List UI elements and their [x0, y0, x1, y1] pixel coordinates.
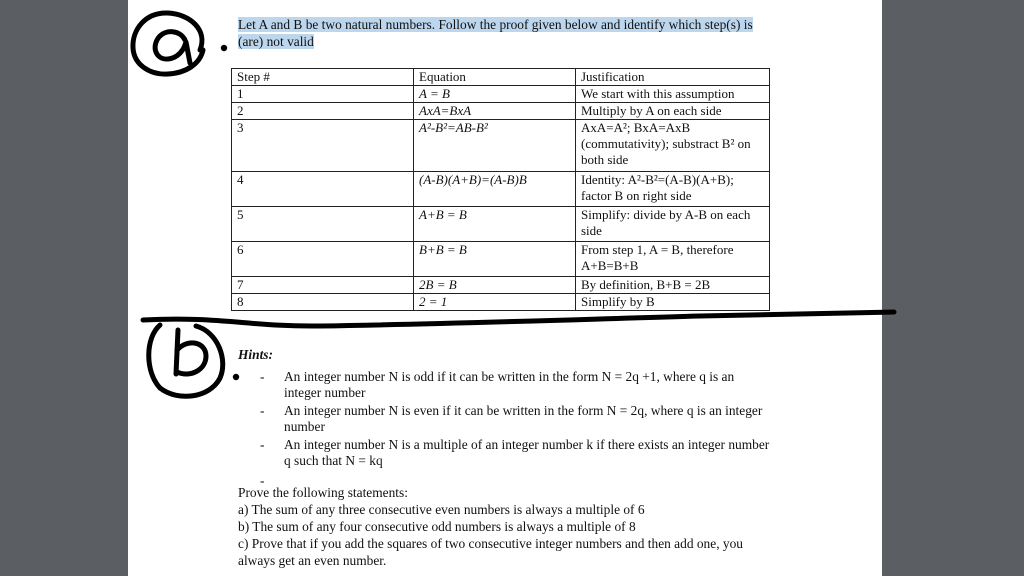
- prove-heading: Prove the following statements:: [238, 485, 408, 500]
- step-justification: Identity: A²-B²=(A-B)(A+B); factor B on right side: [576, 172, 770, 207]
- circled-b-annotation: [149, 325, 223, 396]
- header-justification: Justification: [576, 69, 770, 86]
- step-number: 6: [232, 242, 414, 277]
- step-number: 4: [232, 172, 414, 207]
- step-justification: Multiply by A on each side: [576, 103, 770, 120]
- step-justification: By definition, B+B = 2B: [576, 277, 770, 294]
- header-equation: Equation: [414, 69, 576, 86]
- step-number: 8: [232, 294, 414, 311]
- step-number: 5: [232, 207, 414, 242]
- bullet-dot: [221, 45, 227, 51]
- step-equation: B+B = B: [414, 242, 576, 277]
- header-step: Step #: [232, 69, 414, 86]
- step-justification: We start with this assumption: [576, 86, 770, 103]
- step-number: 7: [232, 277, 414, 294]
- step-equation: 2B = B: [414, 277, 576, 294]
- hints-title: Hints:: [238, 347, 273, 362]
- step-justification: AxA=A²; BxA=AxB (commutativity); substract B² on both side: [576, 120, 770, 172]
- step-equation: (A-B)(A+B)=(A-B)B: [414, 172, 576, 207]
- highlighted-intro-text: Let A and B be two natural numbers. Follow the proof given below and identify which step(s) is (are) not valid: [238, 17, 753, 49]
- bullet-dash: -: [260, 436, 265, 452]
- separator-ink-line: [143, 312, 894, 326]
- hint-text: An integer number N is a multiple of an integer number k if there exists an integer number q such that N = kq: [284, 436, 770, 468]
- list-item: b) The sum of any four consecutive odd numbers is always a multiple of 8: [238, 519, 636, 534]
- list-item: c) Prove that if you add the squares of two consecutive integer numbers and then add one, you always get an even number.: [238, 536, 743, 568]
- hint-text: An integer number N is even if it can be written in the form N = 2q, where q is an integer number: [284, 402, 763, 434]
- bullet-dot: [233, 374, 239, 380]
- circled-a-annotation: [133, 13, 203, 74]
- step-equation: 2 = 1: [414, 294, 576, 311]
- bullet-dash: -: [260, 402, 265, 418]
- step-equation: AxA=BxA: [414, 103, 576, 120]
- step-justification: From step 1, A = B, therefore A+B=B+B: [576, 242, 770, 277]
- hint-text: An integer number N is odd if it can be written in the form N = 2q +1, where q is an integer number: [284, 368, 735, 400]
- step-justification: Simplify by B: [576, 294, 770, 311]
- step-justification: Simplify: divide by A-B on each side: [576, 207, 770, 242]
- step-number: 1: [232, 86, 414, 103]
- step-equation: A²-B²=AB-B²: [414, 120, 576, 172]
- bullet-dash: -: [260, 472, 265, 488]
- list-item: a) The sum of any three consecutive even numbers is always a multiple of 6: [238, 502, 645, 517]
- step-number: 3: [232, 120, 414, 172]
- step-number: 2: [232, 103, 414, 120]
- bullet-dash: -: [260, 368, 265, 384]
- step-equation: A+B = B: [414, 207, 576, 242]
- step-equation: A = B: [414, 86, 576, 103]
